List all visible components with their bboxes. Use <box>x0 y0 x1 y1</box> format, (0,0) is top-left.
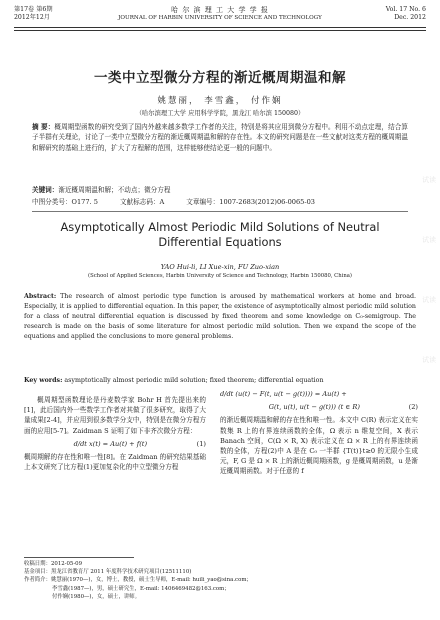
footnote-rule <box>24 557 134 558</box>
header-rule-thin <box>14 30 426 31</box>
keywords-cn <box>32 185 408 195</box>
paper-title-en: Asymptotically Almost Periodic Mild Solutions of Neutral Differential Equations <box>60 220 380 249</box>
clc-number: 中图分类号：O177. 5 <box>32 198 98 206</box>
authors-en: YAO Hui-li, LI Xue-xin, FU Zuo-xian <box>160 263 280 271</box>
classification-cn <box>32 197 408 207</box>
body-right-column <box>220 386 418 477</box>
body-paragraph: 的渐近概周期温和解的存在性和唯一性。本文中 C(R) 表示定义在实数集 R 上的有界连续函数的全体，Ω 表示 n 维复空间，X 表示 Banach 空间，C(Ω × R, X) 表示定义在 Ω × R 上的有界连续函数的全体，方程(2)中 A 是在 C₀ 一半群 {T(t)}t≥0 的无限小生成元，F, G 是 Ω × R 上的渐近概周期函数，g 是概周期函数，u 是渐近概周期函数。对于任意的 f <box>220 416 418 476</box>
footnote-author-3: 付作娴(1980—)，女，硕士，讲师。 <box>52 593 141 600</box>
date-cn: 2012年12月 <box>14 14 50 21</box>
journal-name-cn: 哈 尔 滨 理 工 大 学 学 报 <box>171 6 269 14</box>
abstract-cn <box>32 122 408 153</box>
header-center <box>14 6 426 22</box>
header-rule-thick <box>14 27 426 28</box>
keywords-cn-label: 关键词： <box>32 186 59 194</box>
intro-paragraph-1: 概周期型函数理论是丹麦数学家 Bohr H 首先提出来的[1]，此后国内外一些数学工作者对其做了很多研究，取得了大量成果[2-4]，并应用到很多数学分支中，特别是在微分方程方面的应用[5-7]。Zaidman S 证明了如下非齐次微分方程： <box>24 396 206 435</box>
journal-name-en: JOURNAL OF HARBIN UNIVERSITY OF SCIENCE AND TECHNOLOGY <box>118 15 322 21</box>
keywords-en-text: asymptotically almost periodic mild solution; fixed theorem; differential equation <box>64 377 324 384</box>
watermark-text-2: 试读 <box>422 236 436 244</box>
keywords-cn-text: 渐近概周期温和解；不动点；微分方程 <box>58 186 171 194</box>
date-en: Dec. 2012 <box>394 14 426 21</box>
abstract-cn-text: 概周期型函数的研究受到了国内外越来越多数学工作者的关注，特别是将其应用到微分方程中。利用不动点定理，结合算子半群有关理论，讨论了一类中立型微分方程的渐近概周期温和解的存在性。本文的研究问题是在一些文献对这类方程的概周期温和解研究的基础上进行的，扩大了方程解的范围，这样能够使结论更一般的问题中。 <box>32 123 409 152</box>
equation-2-number: (2) <box>408 403 418 412</box>
abstract-en-label: Abstract: <box>24 293 57 300</box>
affiliation-cn: （哈尔滨理工大学 应用科学学院，黑龙江 哈尔滨 150080） <box>135 110 305 117</box>
article-id: 文章编号：1007-2683(2012)06-0065-03 <box>186 198 315 206</box>
equation-1 <box>24 439 206 449</box>
footnotes <box>24 560 416 601</box>
intro-paragraph-2: 概周期解的存在性和唯一性[8]。在 Zaidman 的研究结果基础上本文研究了比方程(1)更加复杂化的中立型微分方程 <box>24 453 206 472</box>
watermark <box>422 150 436 390</box>
affiliation-en: (School of Applied Sciences, Harbin University of Science and Technology, Harbin 150080, China) <box>88 273 352 279</box>
body-left-column <box>24 395 206 472</box>
watermark-text-4: 试读 <box>422 356 436 364</box>
keywords-en-label: Key words: <box>24 377 63 384</box>
abstract-cn-label: 摘 要： <box>32 123 55 131</box>
paper-title-cn: 一类中立型微分方程的渐近概周期温和解 <box>94 70 346 86</box>
equation-1-number: (1) <box>196 439 206 448</box>
equation-2-line-2 <box>220 402 418 412</box>
abstract-en <box>24 292 416 342</box>
footnote-fund: 基金项目：黑龙江省教育厅 2011 年度科学技术研究项目(12511110) <box>24 569 192 576</box>
watermark-text-3: 试读 <box>422 296 436 304</box>
document-code: 文献标志码：A <box>119 198 165 206</box>
front-matter-divider <box>32 211 408 212</box>
volume-issue: 第17卷 第6期 <box>14 6 53 13</box>
footnote-author-2: 李雪鑫(1987—)，男，硕士研究生，E-mail: 1406469482@163.com； <box>52 585 230 592</box>
watermark-text-1: 试读 <box>422 176 436 184</box>
keywords-en <box>24 376 416 386</box>
authors-cn: 姚慧丽， 李雪鑫， 付作娴 <box>157 96 283 106</box>
abstract-en-text: The research of almost periodic type function is aroused by mathematical workers at home and broad. Especially, it is applied to differential equation. In this paper, the existence of asymptotically almost periodic mild solution for a class of neutral differential equation is discussed by fixed theorem and some knowledge on C₀-semigroup. The research is made on the basis of some literature for almost periodic mild solution. Then we expand the scope of the equations and applied the conclusions to more general problems. <box>24 293 416 340</box>
equation-2-line-1: d/dt (u(t) − F(t, u(t − g(t)))) = Au(t) + <box>220 390 347 398</box>
header-right <box>386 6 426 22</box>
volume-issue-en: Vol. 17 No. 6 <box>385 6 426 13</box>
running-header <box>14 6 426 44</box>
footnote-received: 收稿日期：2012-05-09 <box>24 561 83 567</box>
footnote-author-1: 作者简介：姚慧丽(1970—)，女，博士，教授，硕士生导师，E-mail: huili_yao@sina.com； <box>24 577 252 584</box>
equation-1-body: d/dt x(t) = Au(t) + f(t) <box>73 439 148 448</box>
equation-2-body: G(t, u(t), u(t − g(t))) (t ∈ R) <box>268 403 360 412</box>
